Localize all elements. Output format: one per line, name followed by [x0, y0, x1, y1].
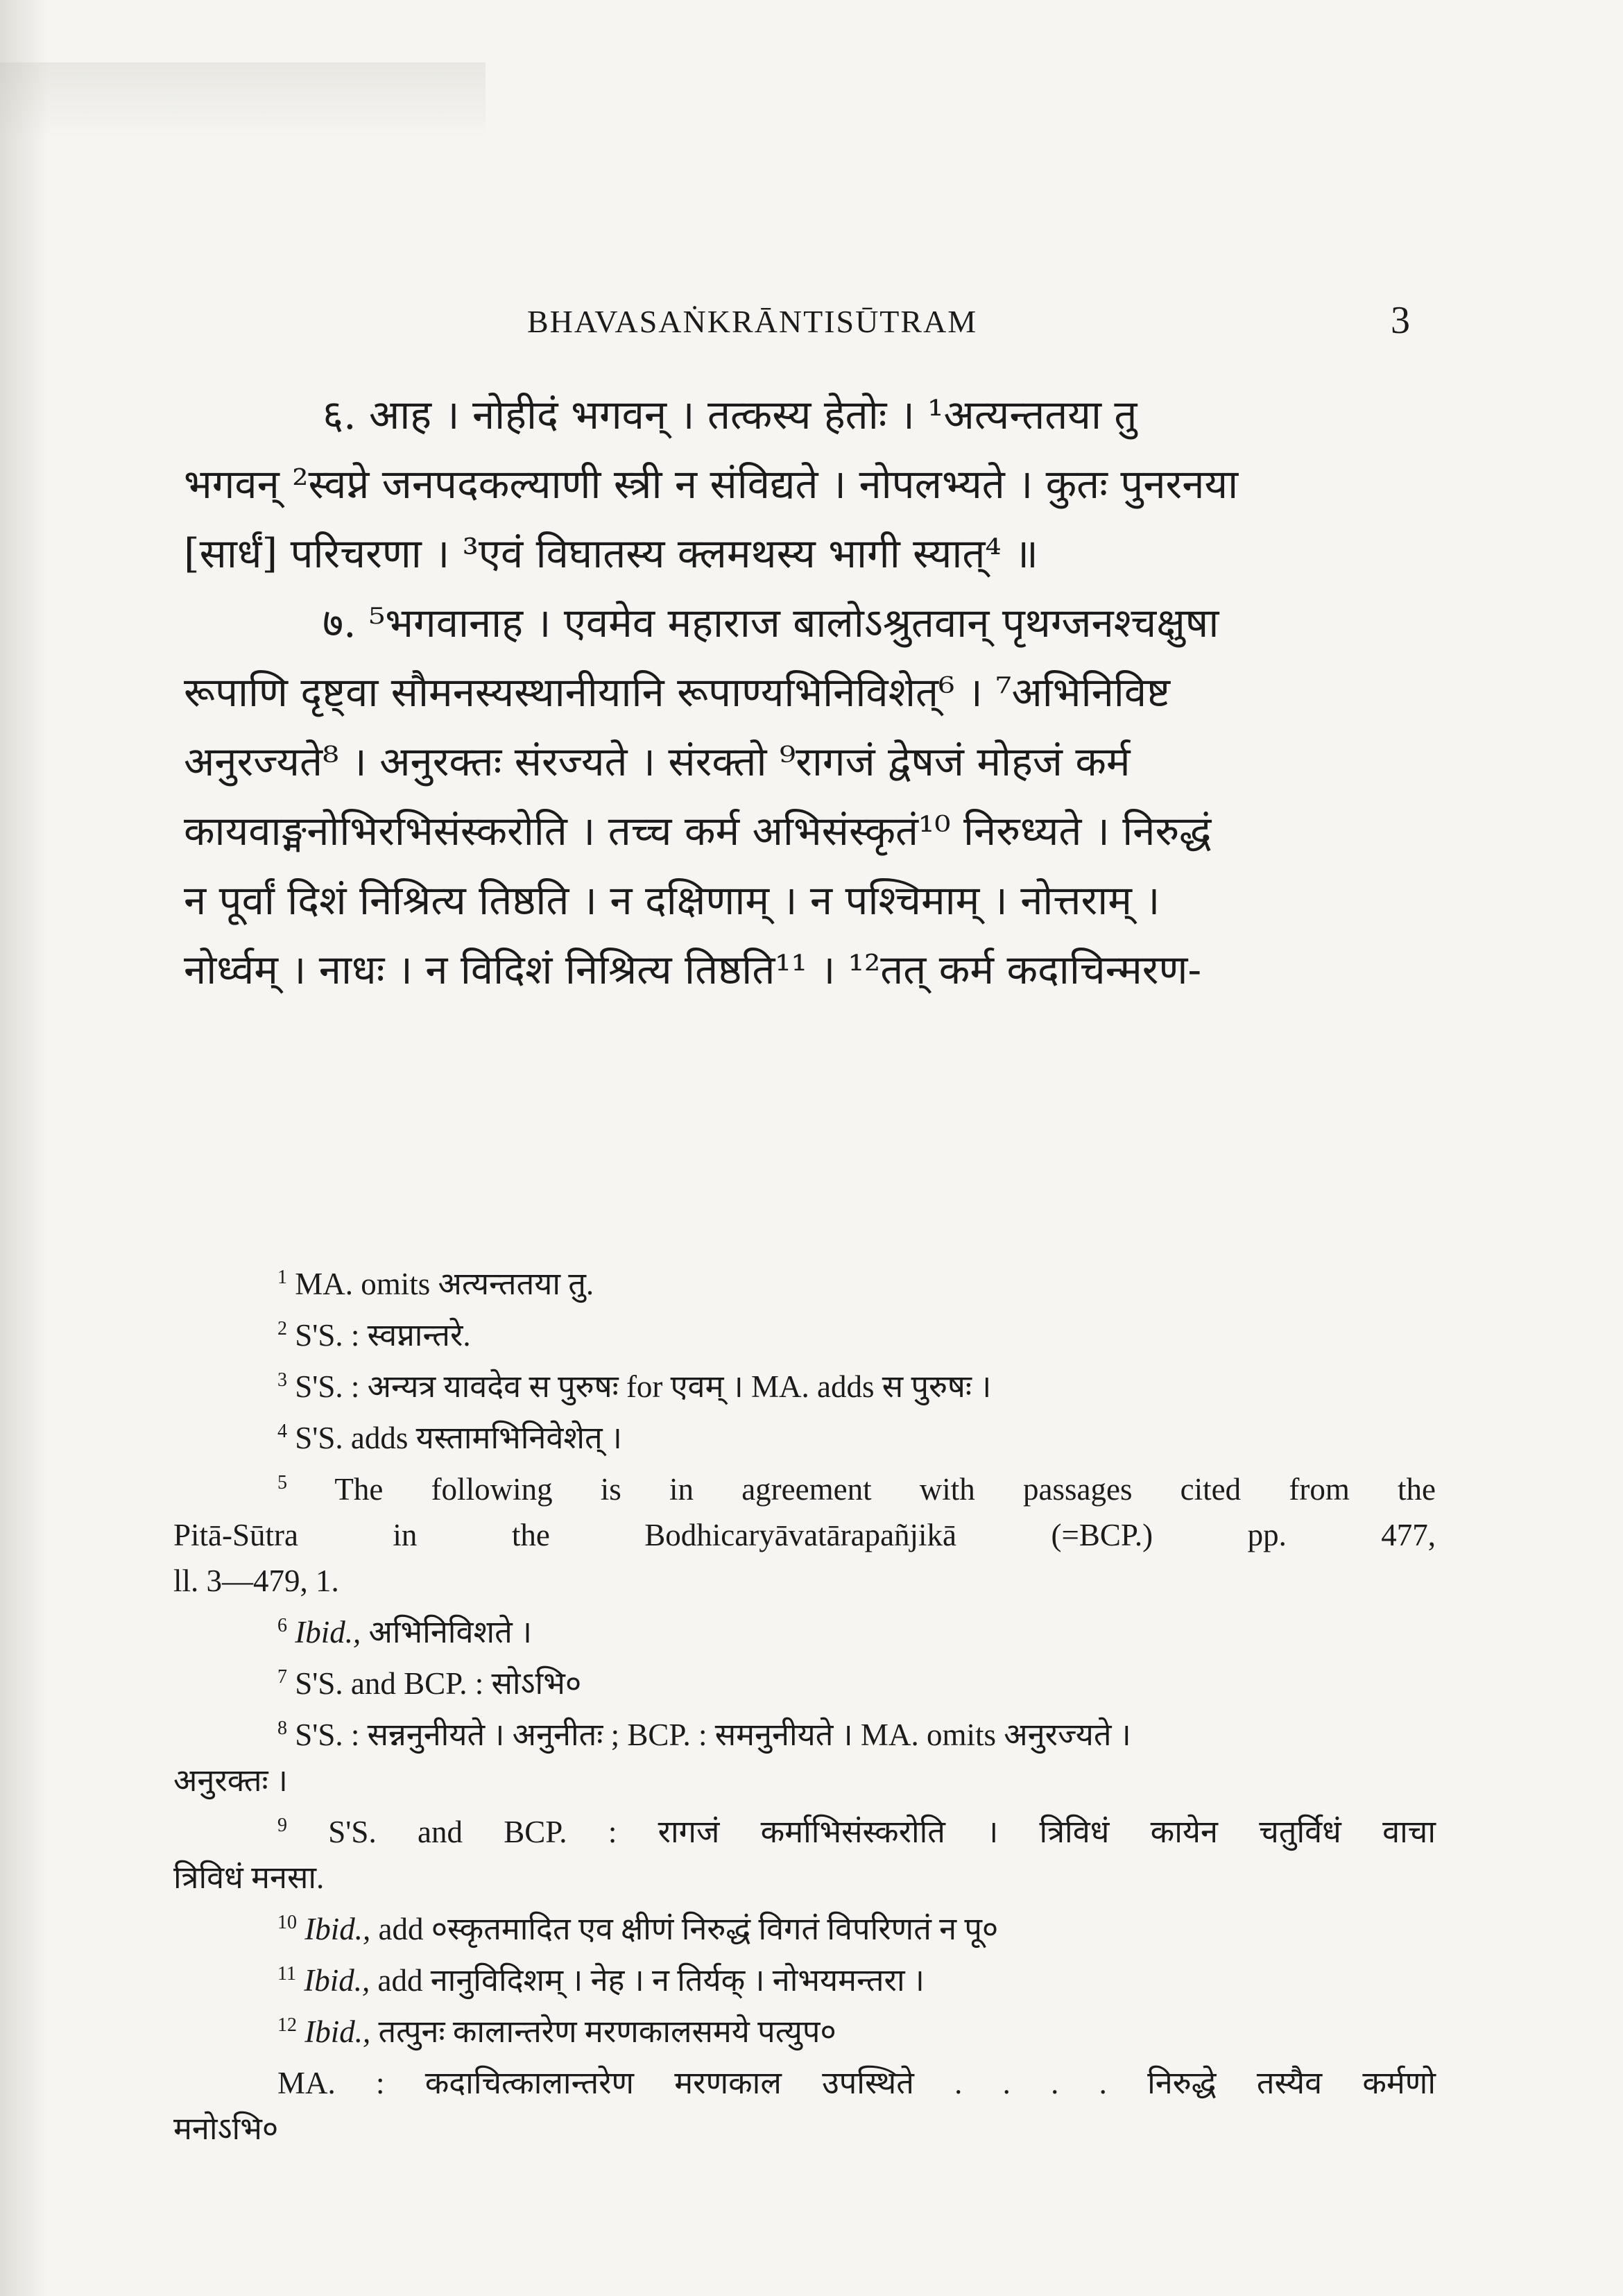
footnote-number: 8	[277, 1717, 287, 1739]
footnote-text: S'S. and BCP. : रागजं कर्माभिसंस्करोति । त्रिविधं कायेन चतुर्विधं वाचा	[328, 1815, 1436, 1849]
page-edge-shadow	[0, 0, 49, 2296]
footnote	[173, 2009, 1436, 2055]
footnote-line: मनोऽभि०	[173, 2111, 279, 2146]
footnote-line: ll. 3—479, 1.	[173, 1563, 339, 1598]
main-text-block	[184, 380, 1432, 1004]
footnote-line: Pitā-Sūtra in the Bodhicaryāvatārapañjikā (=BCP.) pp. 477,	[173, 1518, 1436, 1552]
footnote-ibid: Ibid.,	[295, 1615, 361, 1650]
text-line: ७. ⁵भगवानाह । एवमेव महाराज बालोऽश्रुतवान् पृथग्जनश्चक्षुषा	[323, 599, 1219, 646]
footnote-number: 2	[277, 1318, 287, 1339]
footnote-line	[173, 1809, 1436, 1855]
footnote	[173, 1312, 1436, 1358]
footnote-number: 3	[277, 1369, 287, 1391]
footnote-ibid: Ibid.,	[304, 2014, 371, 2049]
footnotes-section	[173, 1261, 1436, 2157]
text-line: अनुरज्यते⁸ । अनुरक्तः संरज्यते । संरक्तो ⁹रागजं द्वेषजं मोहजं कर्म	[184, 738, 1131, 785]
footnote-text: S'S. and BCP. : सोऽभि०	[295, 1666, 582, 1701]
footnote-text: add ०स्कृतमादित एव क्षीणं निरुद्धं विगतं विपरिणतं न पू०	[378, 1912, 999, 1946]
footnote-text: अभिनिविशते ।	[368, 1615, 533, 1650]
footnote-text: S'S. : अन्यत्र यावदेव स पुरुषः for एवम् । MA. adds स पुरुषः ।	[295, 1369, 992, 1404]
text-line: भगवन् ²स्वप्ने जनपदकल्याणी स्त्री न संविद्यते । नोपलभ्यते । कुतः पुनरनया	[184, 461, 1239, 508]
footnote-ibid: Ibid.,	[304, 1963, 370, 1998]
text-line: [सार्धं] परिचरणा । ³एवं विघातस्य क्लमथस्य भागी स्यात्⁴ ॥	[184, 530, 1038, 577]
footnote-number: 6	[277, 1615, 287, 1636]
footnote-text: S'S. : स्वप्नान्तरे.	[295, 1318, 471, 1353]
footnote-number: 5	[277, 1472, 287, 1493]
page-number: 3	[1391, 299, 1410, 342]
footnote-number: 4	[277, 1421, 287, 1442]
footnote	[173, 1809, 1436, 1901]
footnote	[173, 1364, 1436, 1410]
footnote-text: add नानुविदिशम् । नेह । न तिर्यक् । नोभयमन्तरा ।	[377, 1963, 925, 1998]
footnote-line: त्रिविधं मनसा.	[173, 1860, 325, 1895]
footnote-number: 11	[277, 1963, 296, 1985]
text-line: नोर्ध्वम् । नाधः । न विदिशं निश्रित्य तिष्ठति¹¹ । ¹²तत् कर्म कदाचिन्मरण-	[184, 946, 1202, 993]
footnote-line	[173, 1466, 1436, 1512]
footnote	[173, 1712, 1436, 1804]
footnote-number: 7	[277, 1666, 287, 1688]
footnote-text: तत्पुनः कालान्तरेण मरणकालसमये पत्युप०	[378, 2014, 836, 2049]
footnote-text: S'S. adds यस्तामभिनिवेशेत् ।	[295, 1421, 622, 1455]
footnote	[173, 1661, 1436, 1706]
footnote-line: MA. : कदाचित्कालान्तरेण मरणकाल उपस्थिते . . . . निरुद्धे तस्यैव कर्मणो	[277, 2066, 1436, 2100]
footnote-text: S'S. : सन्ननुनीयते । अनुनीतः ; BCP. : समनुनीयते । MA. omits अनुरज्यते ।	[295, 1717, 1131, 1752]
footnote	[173, 1957, 1436, 2003]
footnote-number: 12	[277, 2014, 297, 2036]
scan-smudge	[0, 62, 486, 139]
text-line: न पूर्वां दिशं निश्रित्य तिष्ठति । न दक्षिणाम् । न पश्चिमाम् । नोत्तराम् ।	[184, 877, 1160, 924]
text-line: रूपाणि दृष्ट्वा सौमनस्यस्थानीयानि रूपाण्यभिनिविशेत्⁶ । ⁷अभिनिविष्ट	[184, 669, 1170, 716]
text-line: कायवाङ्मनोभिरभिसंस्करोति । तच्च कर्म अभिसंस्कृतं¹⁰ निरुध्यते । निरुद्धं	[184, 807, 1212, 855]
footnote	[173, 1466, 1436, 1604]
footnote-text: MA. omits अत्यन्ततया तु.	[295, 1267, 594, 1301]
footnote-number: 10	[277, 1912, 297, 1933]
running-title: BHAVASAṄKRĀNTISŪTRAM	[527, 304, 978, 339]
footnote-number: 1	[277, 1267, 287, 1288]
footnote	[173, 1609, 1436, 1655]
footnote	[173, 1906, 1436, 1952]
footnote	[173, 2060, 1436, 2152]
footnote-line	[173, 1712, 1436, 1758]
footnote-text: The following is in agreement with passages cited from the	[334, 1472, 1436, 1507]
footnote-number: 9	[277, 1815, 287, 1836]
footnote-line: अनुरक्तः ।	[173, 1763, 288, 1798]
footnote-ibid: Ibid.,	[304, 1912, 371, 1946]
footnote	[173, 1261, 1436, 1307]
footnote	[173, 1415, 1436, 1461]
text-line: ६. आह । नोहीदं भगवन् । तत्कस्य हेतोः । ¹अत्यन्ततया तु	[323, 391, 1137, 438]
